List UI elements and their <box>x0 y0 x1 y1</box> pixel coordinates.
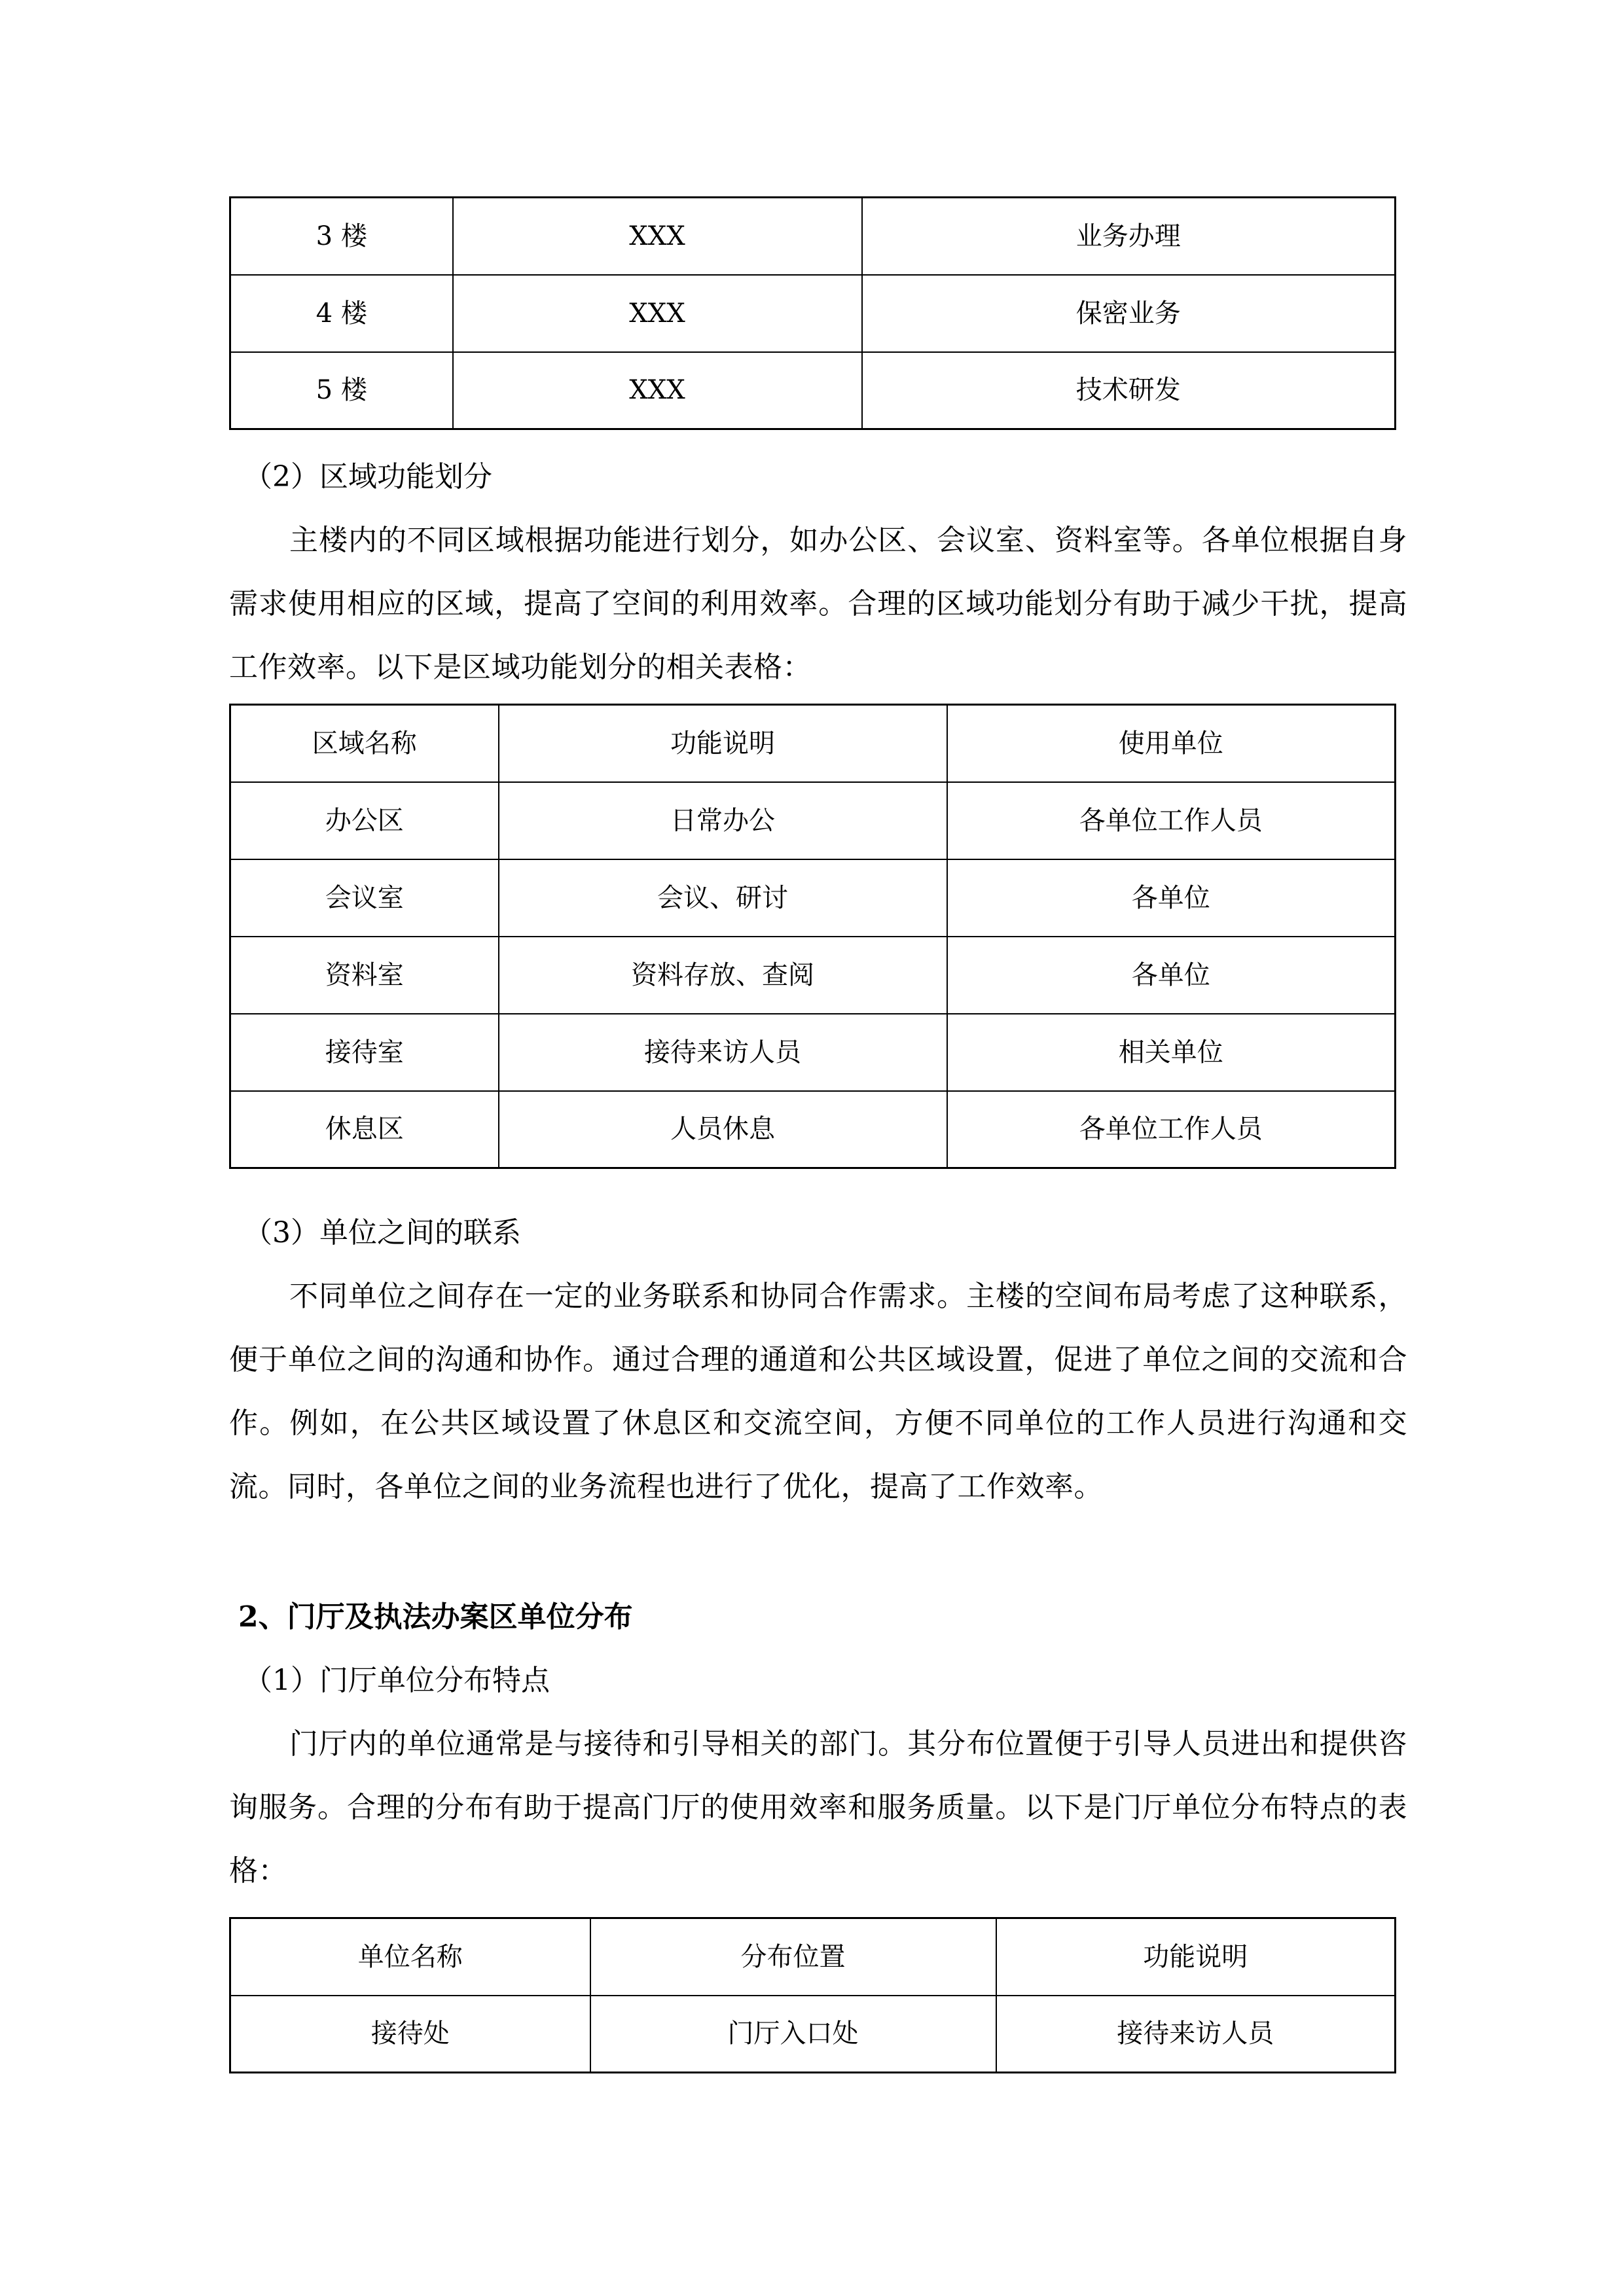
table-cell-using-unit: 各单位 <box>947 937 1396 1014</box>
table-cell-area-name: 办公区 <box>230 782 499 859</box>
table-cell-function-desc: 会议、研讨 <box>499 859 947 937</box>
table-cell-floor: 4 楼 <box>230 275 453 352</box>
table-cell-using-unit: 各单位 <box>947 859 1396 937</box>
table-cell-function-desc: 接待来访人员 <box>996 1996 1396 2073</box>
table-cell-using-unit: 相关单位 <box>947 1014 1396 1091</box>
table-row <box>230 782 1396 859</box>
table-cell-area-name: 休息区 <box>230 1091 499 1168</box>
table-row <box>230 1014 1396 1091</box>
table-header-row <box>230 1918 1396 1996</box>
table-cell-function: 技术研发 <box>862 352 1396 429</box>
table-cell-unit: XXX <box>453 198 862 275</box>
floor-usage-table <box>229 196 1396 430</box>
table-cell-area-name: 接待室 <box>230 1014 499 1091</box>
table-row <box>230 1996 1396 2073</box>
table-cell-floor: 5 楼 <box>230 352 453 429</box>
table-header-unit-name: 单位名称 <box>230 1918 590 1996</box>
table-cell-function-desc: 人员休息 <box>499 1091 947 1168</box>
section-heading-area-function: （2）区域功能划分 <box>244 460 492 493</box>
paragraph-area-function: 主楼内的不同区域根据功能进行划分，如办公区、会议室、资料室等。各单位根据自身需求使用相应的区域，提高了空间的利用效率。合理的区域功能划分有助于减少干扰，提高工作效率。以下是区域功能划分的相关表格： <box>229 524 1407 684</box>
table-cell-function-desc: 接待来访人员 <box>499 1014 947 1091</box>
table-row <box>230 937 1396 1014</box>
table-header-function-desc: 功能说明 <box>499 705 947 782</box>
section-heading-unit-relations: （3）单位之间的联系 <box>244 1216 521 1249</box>
table-row <box>230 859 1396 937</box>
section-heading-lobby-distribution: 2、门厅及执法办案区单位分布 <box>238 1600 633 1634</box>
area-function-table <box>229 704 1396 1169</box>
paragraph-unit-relations: 不同单位之间存在一定的业务联系和协同合作需求。主楼的空间布局考虑了这种联系，便于单位之间的沟通和协作。通过合理的通道和公共区域设置，促进了单位之间的交流和合作。例如，在公共区域设置了休息区和交流空间，方便不同单位的工作人员进行沟通和交流。同时，各单位之间的业务流程也进行了优化，提高了工作效率。 <box>229 1280 1407 1503</box>
table-cell-function-desc: 资料存放、查阅 <box>499 937 947 1014</box>
table-cell-using-unit: 各单位工作人员 <box>947 782 1396 859</box>
lobby-unit-table-wrapper <box>229 1917 1396 2073</box>
section-heading-lobby-features: （1）门厅单位分布特点 <box>244 1664 550 1697</box>
lobby-unit-table <box>229 1917 1396 2073</box>
table-header-row <box>230 705 1396 782</box>
table-cell-function: 业务办理 <box>862 198 1396 275</box>
table-header-using-unit: 使用单位 <box>947 705 1396 782</box>
table-row <box>230 1091 1396 1168</box>
table-cell-unit: XXX <box>453 352 862 429</box>
table-row <box>230 352 1396 429</box>
table-header-function-desc: 功能说明 <box>996 1918 1396 1996</box>
area-function-table-wrapper <box>229 704 1396 1169</box>
table-row <box>230 275 1396 352</box>
table-header-location: 分布位置 <box>590 1918 996 1996</box>
table-cell-function-desc: 日常办公 <box>499 782 947 859</box>
table-cell-area-name: 资料室 <box>230 937 499 1014</box>
table-header-area-name: 区域名称 <box>230 705 499 782</box>
table-cell-unit-name: 接待处 <box>230 1996 590 2073</box>
table-cell-unit: XXX <box>453 275 862 352</box>
table-cell-location: 门厅入口处 <box>590 1996 996 2073</box>
table-cell-floor: 3 楼 <box>230 198 453 275</box>
floor-usage-table-wrapper <box>229 196 1396 430</box>
table-cell-function: 保密业务 <box>862 275 1396 352</box>
paragraph-lobby-features: 门厅内的单位通常是与接待和引导相关的部门。其分布位置便于引导人员进出和提供咨询服务。合理的分布有助于提高门厅的使用效率和服务质量。以下是门厅单位分布特点的表格： <box>229 1727 1407 1888</box>
table-cell-using-unit: 各单位工作人员 <box>947 1091 1396 1168</box>
table-row <box>230 198 1396 275</box>
table-cell-area-name: 会议室 <box>230 859 499 937</box>
